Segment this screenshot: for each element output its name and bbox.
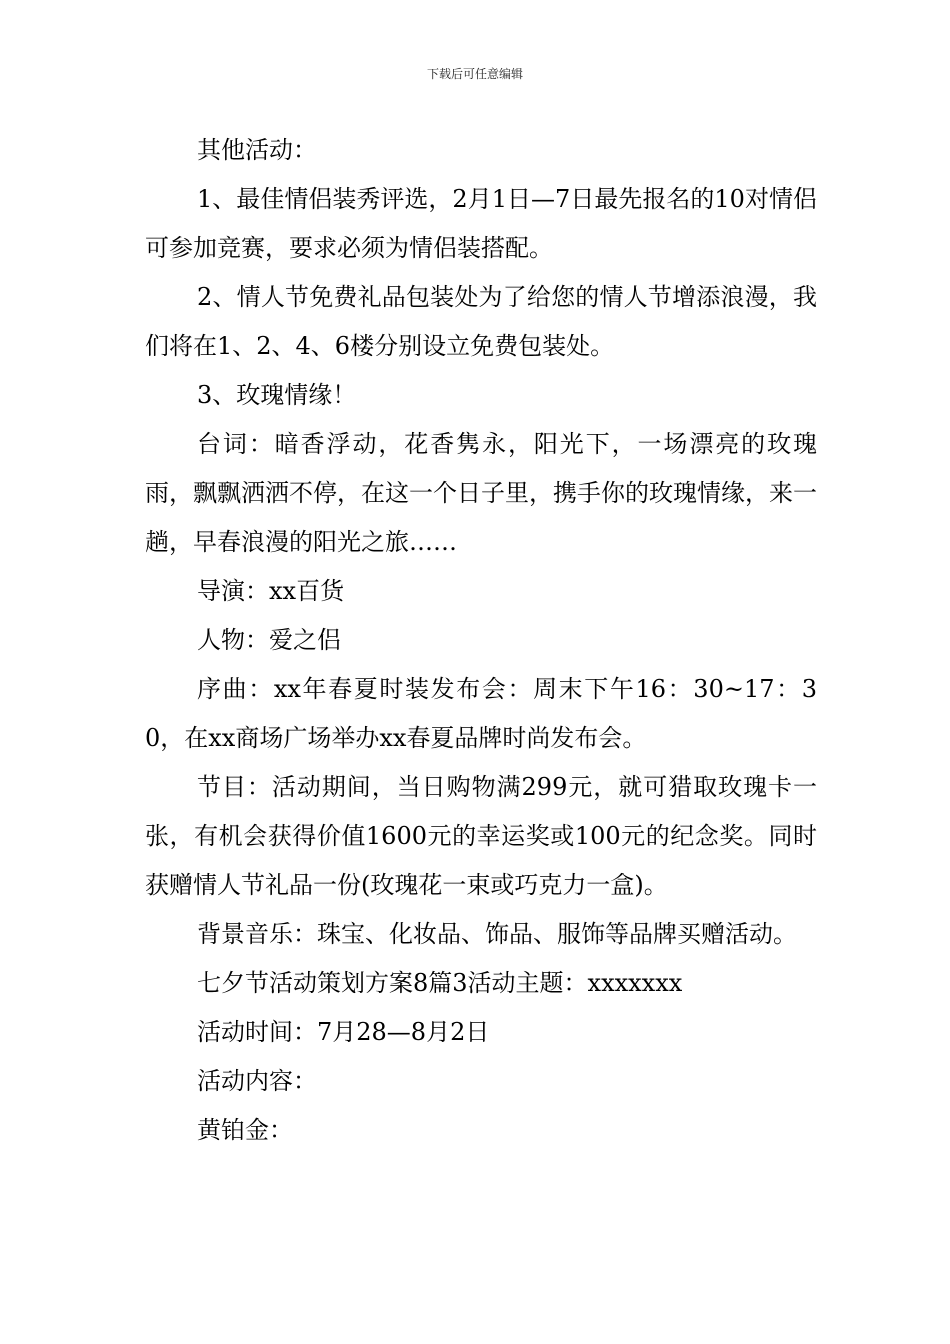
paragraph-couple-outfit-contest: 1、最佳情侣装秀评选，2月1日—7日最先报名的10对情侣可参加竞赛，要求必须为情侣装搭配。 <box>145 185 817 262</box>
paragraph-activity-content: 活动内容： <box>197 1067 317 1095</box>
paragraph-other-activities-heading: 其他活动： <box>197 136 317 164</box>
paragraph-activity-time: 活动时间：7月28—8月2日 <box>197 1018 490 1046</box>
page-header-note: 下载后可任意编辑 <box>426 67 523 81</box>
paragraph-characters: 人物：爱之侣 <box>197 626 341 654</box>
paragraph-background-music: 背景音乐：珠宝、化妆品、饰品、服饰等品牌买赠活动。 <box>197 920 797 948</box>
paragraph-rose-romance-heading: 3、玫瑰情缘！ <box>197 381 357 409</box>
document-body <box>145 126 817 1155</box>
paragraph-prelude: 序曲：xx年春夏时装发布会：周末下午16：30~17：30，在xx商场广场举办xx春夏品牌时尚发布会。 <box>145 675 817 752</box>
paragraph-director: 导演：xx百货 <box>197 577 345 605</box>
paragraph-gift-wrapping: 2、情人节免费礼品包装处为了给您的情人节增添浪漫，我们将在1、2、4、6楼分别设立免费包装处。 <box>145 283 817 360</box>
paragraph-platinum-gold: 黄铂金： <box>197 1116 293 1144</box>
paragraph-program: 节目：活动期间，当日购物满299元，就可猎取玫瑰卡一张，有机会获得价值1600元的幸运奖或100元的纪念奖。同时获赠情人节礼品一份(玫瑰花一束或巧克力一盒)。 <box>145 773 817 899</box>
paragraph-plan-title: 七夕节活动策划方案8篇3活动主题：xxxxxxx <box>197 969 683 997</box>
paragraph-script-lines: 台词：暗香浮动，花香隽永，阳光下，一场漂亮的玫瑰雨，飘飘洒洒不停，在这一个日子里，携手你的玫瑰情缘，来一趟，早春浪漫的阳光之旅…… <box>145 430 817 556</box>
